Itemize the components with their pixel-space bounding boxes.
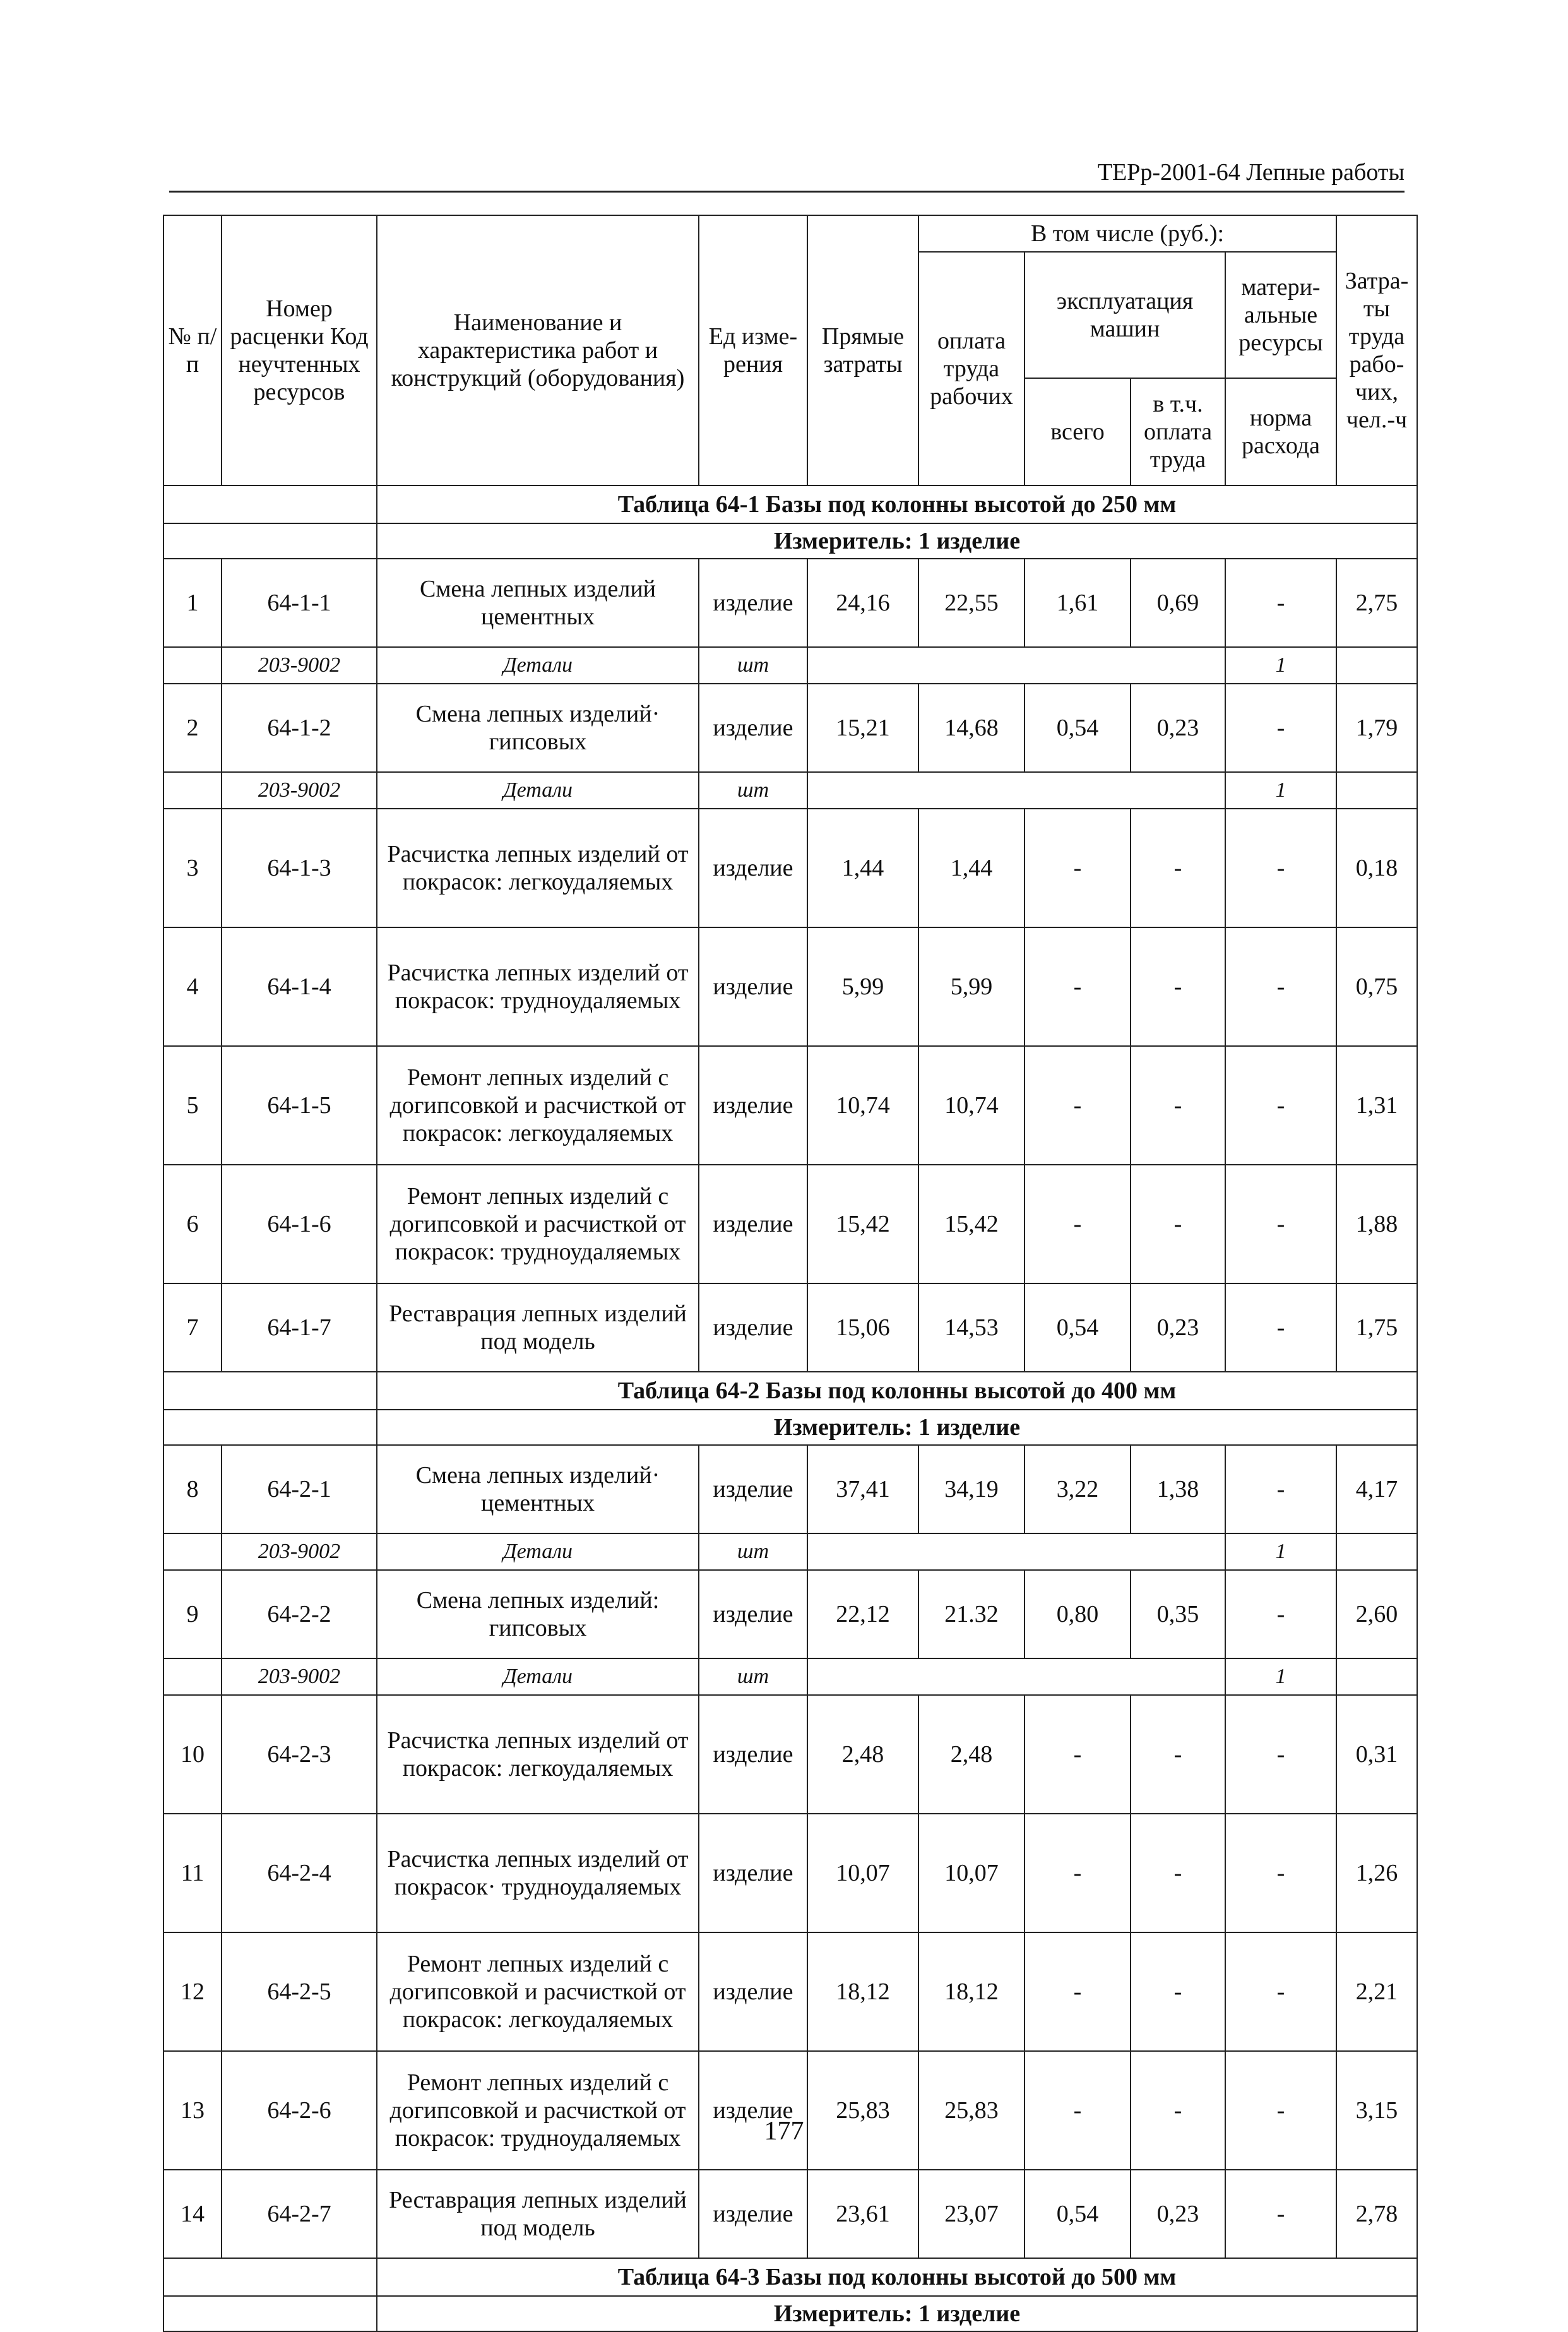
- machines-total: 0,80: [1025, 1570, 1131, 1658]
- work-name: Расчистка лепных изделий от покрасок· трудноудаляемых: [377, 1814, 699, 1932]
- row-number: 9: [163, 1570, 222, 1658]
- row-number: 7: [163, 1283, 222, 1372]
- machines-wage: -: [1131, 1932, 1225, 2051]
- machines-wage: 0,23: [1131, 684, 1225, 772]
- col-header-name: Наименование и характеристика работ и конструкций (оборудования): [377, 215, 699, 485]
- direct-cost: 15,42: [807, 1165, 918, 1283]
- row-number: 8: [163, 1445, 222, 1533]
- rate-code: 64-2-2: [222, 1570, 377, 1658]
- measure-label: Измеритель: 1 изделие: [377, 2296, 1417, 2331]
- section-title-row: [163, 2258, 1417, 2296]
- materials-cost: -: [1225, 1165, 1336, 1283]
- unit: изделие: [699, 559, 807, 647]
- materials-cost: -: [1225, 1046, 1336, 1165]
- work-name: Смена лепных изделий· цементных: [377, 1445, 699, 1533]
- wage-cost: 1,44: [918, 809, 1025, 927]
- section-title: Таблица 64-1 Базы под колонны высотой до 250 мм: [377, 485, 1417, 523]
- machines-wage: 0,35: [1131, 1570, 1225, 1658]
- labor-cost: 1,88: [1336, 1165, 1417, 1283]
- direct-cost: 10,07: [807, 1814, 918, 1932]
- resource-norm: 1: [1225, 647, 1336, 684]
- labor-cost: 3,15: [1336, 2051, 1417, 2170]
- machines-wage: 0,69: [1131, 559, 1225, 647]
- row-number: 10: [163, 1695, 222, 1814]
- rate-code: 64-1-1: [222, 559, 377, 647]
- table-row: [163, 1695, 1417, 1814]
- table-row: [163, 1932, 1417, 2051]
- machines-wage: -: [1131, 1165, 1225, 1283]
- materials-cost: -: [1225, 1932, 1336, 2051]
- labor-cost: 2,78: [1336, 2170, 1417, 2258]
- labor-cost: 1,26: [1336, 1814, 1417, 1932]
- empty-cell: [807, 1658, 1225, 1695]
- unit: изделие: [699, 809, 807, 927]
- empty-cell: [163, 485, 377, 523]
- machines-total: 1,61: [1025, 559, 1131, 647]
- unit: изделие: [699, 1445, 807, 1533]
- materials-cost: -: [1225, 1814, 1336, 1932]
- rate-code: 64-1-2: [222, 684, 377, 772]
- work-name: Расчистка лепных изделий от покрасок: легкоудаляемых: [377, 809, 699, 927]
- labor-cost: 2,75: [1336, 559, 1417, 647]
- resource-code: 203-9002: [222, 1658, 377, 1695]
- page-number: 177: [764, 2117, 804, 2146]
- work-name: Ремонт лепных изделий с догипсовкой и расчисткой от покрасок: легкоудаляемых: [377, 1046, 699, 1165]
- unit: изделие: [699, 2170, 807, 2258]
- row-number: 14: [163, 2170, 222, 2258]
- rate-code: 64-2-6: [222, 2051, 377, 2170]
- wage-cost: 21.32: [918, 1570, 1025, 1658]
- direct-cost: 10,74: [807, 1046, 918, 1165]
- machines-total: -: [1025, 1695, 1131, 1814]
- unit: изделие: [699, 1570, 807, 1658]
- col-header-machines: эксплуатация машин: [1025, 252, 1225, 378]
- resource-name: Детали: [377, 647, 699, 684]
- direct-cost: 24,16: [807, 559, 918, 647]
- resource-unit: шт: [699, 647, 807, 684]
- machines-total: 3,22: [1025, 1445, 1131, 1533]
- section-title-row: [163, 1372, 1417, 1410]
- resource-row: [163, 1658, 1417, 1695]
- col-header-wage: оплата труда рабочих: [918, 252, 1025, 485]
- section-title: Таблица 64-3 Базы под колонны высотой до 500 мм: [377, 2258, 1417, 2296]
- wage-cost: 34,19: [918, 1445, 1025, 1533]
- work-name: Ремонт лепных изделий с догипсовкой и расчисткой от покрасок: трудноудаляемых: [377, 2051, 699, 2170]
- resource-row: [163, 1533, 1417, 1570]
- unit: изделие: [699, 1814, 807, 1932]
- materials-cost: -: [1225, 2170, 1336, 2258]
- direct-cost: 15,21: [807, 684, 918, 772]
- table-row: [163, 2051, 1417, 2170]
- rate-code: 64-2-4: [222, 1814, 377, 1932]
- section-title-row: [163, 485, 1417, 523]
- col-header-num: № п/п: [163, 215, 222, 485]
- direct-cost: 18,12: [807, 1932, 918, 2051]
- wage-cost: 2,48: [918, 1695, 1025, 1814]
- empty-cell: [1336, 772, 1417, 809]
- resource-code: 203-9002: [222, 772, 377, 809]
- col-header-materials: матери-альные ресурсы: [1225, 252, 1336, 378]
- labor-cost: 2,21: [1336, 1932, 1417, 2051]
- wage-cost: 14,53: [918, 1283, 1025, 1372]
- rate-code: 64-2-5: [222, 1932, 377, 2051]
- row-number: 4: [163, 927, 222, 1046]
- row-number: 6: [163, 1165, 222, 1283]
- machines-total: 0,54: [1025, 2170, 1131, 2258]
- measure-label: Измеритель: 1 изделие: [377, 1410, 1417, 1445]
- materials-cost: -: [1225, 1570, 1336, 1658]
- resource-norm: 1: [1225, 1533, 1336, 1570]
- rate-code: 64-1-6: [222, 1165, 377, 1283]
- table-row: [163, 1046, 1417, 1165]
- col-header-machines-total: всего: [1025, 378, 1131, 485]
- measure-row: [163, 2296, 1417, 2331]
- unit: изделие: [699, 2051, 807, 2170]
- direct-cost: 37,41: [807, 1445, 918, 1533]
- running-title: ТЕРр-2001-64 Лепные работы: [1097, 159, 1405, 186]
- direct-cost: 2,48: [807, 1695, 918, 1814]
- machines-total: -: [1025, 1046, 1131, 1165]
- resource-unit: шт: [699, 1658, 807, 1695]
- work-name: Ремонт лепных изделий с догипсовкой и расчисткой от покрасок: трудноудаляемых: [377, 1165, 699, 1283]
- col-header-code: Номер расценки Код неучтенных ресурсов: [222, 215, 377, 485]
- rate-code: 64-2-1: [222, 1445, 377, 1533]
- running-header: [169, 157, 1405, 193]
- materials-cost: -: [1225, 927, 1336, 1046]
- work-name: Ремонт лепных изделий с догипсовкой и расчисткой от покрасок: легкоудаляемых: [377, 1932, 699, 2051]
- rate-code: 64-1-7: [222, 1283, 377, 1372]
- empty-cell: [807, 1533, 1225, 1570]
- empty-cell: [1336, 1533, 1417, 1570]
- row-number: 13: [163, 2051, 222, 2170]
- machines-total: -: [1025, 1932, 1131, 2051]
- materials-cost: -: [1225, 559, 1336, 647]
- labor-cost: 4,17: [1336, 1445, 1417, 1533]
- empty-cell: [163, 772, 222, 809]
- unit: изделие: [699, 1283, 807, 1372]
- machines-wage: 1,38: [1131, 1445, 1225, 1533]
- section-title: Таблица 64-2 Базы под колонны высотой до 400 мм: [377, 1372, 1417, 1410]
- labor-cost: 0,18: [1336, 809, 1417, 927]
- work-name: Смена лепных изделий цементных: [377, 559, 699, 647]
- col-header-labor: Затра-ты труда рабо-чих, чел.-ч: [1336, 215, 1417, 485]
- empty-cell: [163, 1658, 222, 1695]
- unit: изделие: [699, 1932, 807, 2051]
- work-name: Расчистка лепных изделий от покрасок: трудноудаляемых: [377, 927, 699, 1046]
- unit: изделие: [699, 927, 807, 1046]
- unit: изделие: [699, 684, 807, 772]
- machines-wage: -: [1131, 1814, 1225, 1932]
- empty-cell: [807, 772, 1225, 809]
- empty-cell: [807, 647, 1225, 684]
- table-row: [163, 684, 1417, 772]
- machines-wage: 0,23: [1131, 2170, 1225, 2258]
- labor-cost: 2,60: [1336, 1570, 1417, 1658]
- table-row: [163, 1570, 1417, 1658]
- unit: изделие: [699, 1695, 807, 1814]
- empty-cell: [1336, 1658, 1417, 1695]
- empty-cell: [163, 1533, 222, 1570]
- col-header-unit: Ед изме-рения: [699, 215, 807, 485]
- empty-cell: [1336, 647, 1417, 684]
- price-table: [163, 215, 1418, 2332]
- direct-cost: 5,99: [807, 927, 918, 1046]
- measure-row: [163, 523, 1417, 559]
- rate-code: 64-2-7: [222, 2170, 377, 2258]
- row-number: 11: [163, 1814, 222, 1932]
- materials-cost: -: [1225, 2051, 1336, 2170]
- row-number: 5: [163, 1046, 222, 1165]
- resource-code: 203-9002: [222, 1533, 377, 1570]
- col-header-materials-norm: норма расхода: [1225, 378, 1336, 485]
- table-row: [163, 809, 1417, 927]
- direct-cost: 22,12: [807, 1570, 918, 1658]
- materials-cost: -: [1225, 809, 1336, 927]
- resource-row: [163, 647, 1417, 684]
- unit: изделие: [699, 1046, 807, 1165]
- machines-total: -: [1025, 2051, 1131, 2170]
- wage-cost: 23,07: [918, 2170, 1025, 2258]
- row-number: 12: [163, 1932, 222, 2051]
- wage-cost: 18,12: [918, 1932, 1025, 2051]
- resource-name: Детали: [377, 1658, 699, 1695]
- col-header-machines-wage: в т.ч. оплата труда: [1131, 378, 1225, 485]
- measure-label: Измеритель: 1 изделие: [377, 523, 1417, 559]
- resource-name: Детали: [377, 1533, 699, 1570]
- labor-cost: 1,31: [1336, 1046, 1417, 1165]
- resource-unit: шт: [699, 772, 807, 809]
- rate-code: 64-2-3: [222, 1695, 377, 1814]
- empty-cell: [163, 2258, 377, 2296]
- labor-cost: 1,79: [1336, 684, 1417, 772]
- resource-row: [163, 772, 1417, 809]
- wage-cost: 15,42: [918, 1165, 1025, 1283]
- direct-cost: 23,61: [807, 2170, 918, 2258]
- machines-total: 0,54: [1025, 684, 1131, 772]
- direct-cost: 15,06: [807, 1283, 918, 1372]
- resource-name: Детали: [377, 772, 699, 809]
- col-header-incl: В том числе (руб.):: [918, 215, 1336, 252]
- unit: изделие: [699, 1165, 807, 1283]
- machines-total: -: [1025, 809, 1131, 927]
- labor-cost: 0,31: [1336, 1695, 1417, 1814]
- machines-wage: 0,23: [1131, 1283, 1225, 1372]
- wage-cost: 10,74: [918, 1046, 1025, 1165]
- rate-code: 64-1-4: [222, 927, 377, 1046]
- table-row: [163, 1283, 1417, 1372]
- table-row: [163, 927, 1417, 1046]
- labor-cost: 0,75: [1336, 927, 1417, 1046]
- empty-cell: [163, 2296, 377, 2331]
- machines-wage: -: [1131, 809, 1225, 927]
- machines-total: -: [1025, 927, 1131, 1046]
- materials-cost: -: [1225, 1695, 1336, 1814]
- machines-wage: -: [1131, 2051, 1225, 2170]
- direct-cost: 1,44: [807, 809, 918, 927]
- wage-cost: 10,07: [918, 1814, 1025, 1932]
- materials-cost: -: [1225, 684, 1336, 772]
- resource-code: 203-9002: [222, 647, 377, 684]
- col-header-direct: Прямые затраты: [807, 215, 918, 485]
- machines-wage: -: [1131, 927, 1225, 1046]
- empty-cell: [163, 523, 377, 559]
- resource-norm: 1: [1225, 772, 1336, 809]
- measure-row: [163, 1410, 1417, 1445]
- machines-wage: -: [1131, 1695, 1225, 1814]
- table-row: [163, 559, 1417, 647]
- resource-norm: 1: [1225, 1658, 1336, 1695]
- wage-cost: 14,68: [918, 684, 1025, 772]
- row-number: 3: [163, 809, 222, 927]
- wage-cost: 25,83: [918, 2051, 1025, 2170]
- materials-cost: -: [1225, 1445, 1336, 1533]
- work-name: Реставрация лепных изделий под модель: [377, 2170, 699, 2258]
- machines-wage: -: [1131, 1046, 1225, 1165]
- rate-code: 64-1-3: [222, 809, 377, 927]
- work-name: Смена лепных изделий: гипсовых: [377, 1570, 699, 1658]
- empty-cell: [163, 1372, 377, 1410]
- work-name: Реставрация лепных изделий под модель: [377, 1283, 699, 1372]
- row-number: 1: [163, 559, 222, 647]
- machines-total: -: [1025, 1165, 1131, 1283]
- rate-code: 64-1-5: [222, 1046, 377, 1165]
- resource-unit: шт: [699, 1533, 807, 1570]
- wage-cost: 5,99: [918, 927, 1025, 1046]
- work-name: Смена лепных изделий· гипсовых: [377, 684, 699, 772]
- table-row: [163, 1165, 1417, 1283]
- wage-cost: 22,55: [918, 559, 1025, 647]
- table-row: [163, 2170, 1417, 2258]
- direct-cost: 25,83: [807, 2051, 918, 2170]
- machines-total: 0,54: [1025, 1283, 1131, 1372]
- work-name: Расчистка лепных изделий от покрасок: легкоудаляемых: [377, 1695, 699, 1814]
- labor-cost: 1,75: [1336, 1283, 1417, 1372]
- empty-cell: [163, 647, 222, 684]
- machines-total: -: [1025, 1814, 1131, 1932]
- empty-cell: [163, 1410, 377, 1445]
- table-row: [163, 1814, 1417, 1932]
- row-number: 2: [163, 684, 222, 772]
- table-row: [163, 1445, 1417, 1533]
- materials-cost: -: [1225, 1283, 1336, 1372]
